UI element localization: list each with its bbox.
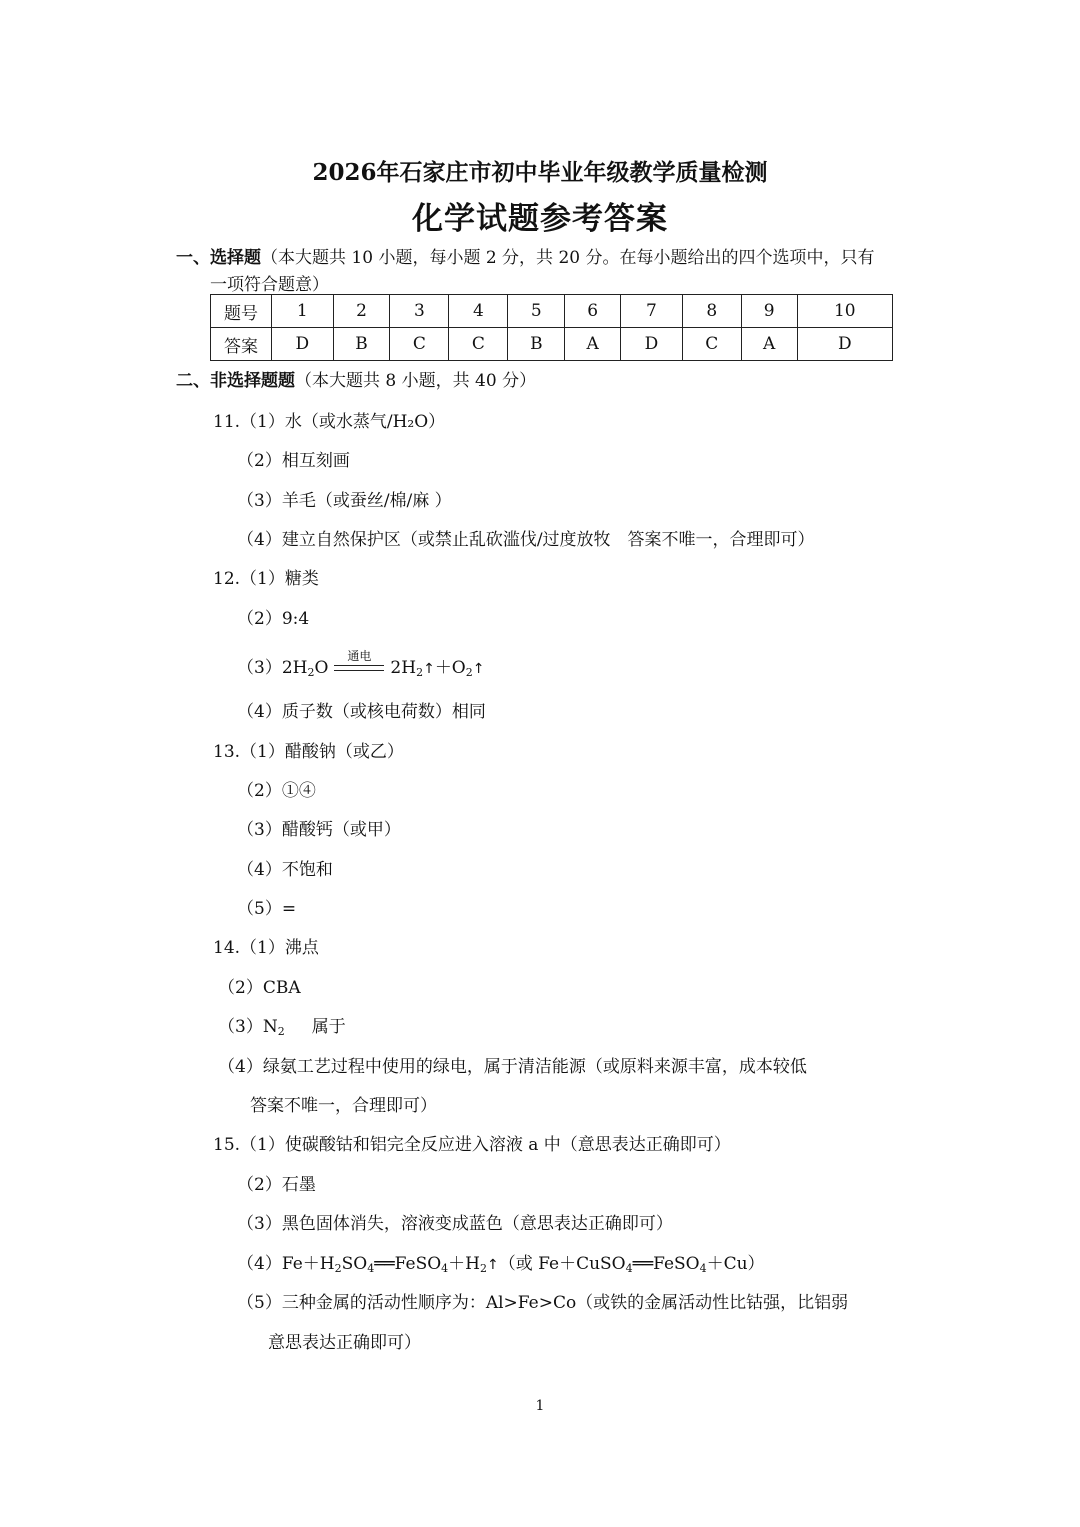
table-cell: 5 [508,295,565,328]
answer-line: 答案不唯一，合理即可） [250,1096,437,1116]
table-cell: 1 [272,295,334,328]
table-row [211,295,893,328]
row-label-number: 题号 [211,295,272,328]
table-cell: D [797,328,892,361]
answer-line: （4）不饱和 [237,860,333,880]
reaction-equation: $(4)Fe+H_2SO_4══FeSO_4+H_2↑$（或 Fe＋CuSO$_4$══FeSO$_4$＋Cu） [237,1254,765,1275]
table-cell: 2 [333,295,390,328]
table-cell: C [390,328,449,361]
table-cell: D [621,328,683,361]
answer-line: （5）= [237,899,297,919]
answer-line: 意思表达正确即可） [268,1333,421,1353]
answer-line: （3）羊毛（或蚕丝/棉/麻 ） [237,491,452,511]
answer-line: （2）①④ [237,781,316,801]
gas-arrow-icon: ↑ [487,1257,499,1273]
answer-line: 12.（1）糖类 [213,569,319,589]
answer-line: （2）石墨 [237,1175,316,1195]
answer-line: （3）醋酸钙（或甲） [237,820,401,840]
exam-title: 2026年石家庄市初中毕业年级教学质量检测 [312,159,768,186]
table-cell: 7 [621,295,683,328]
table-cell: C [682,328,741,361]
table-cell: C [449,328,508,361]
answer-table [210,294,893,361]
answer-line: 11.（1）水（或水蒸气/H₂O） [213,412,446,432]
section2-desc: （本大题共 8 小题，共 40 分） [295,371,537,391]
answer-line: （5）三种金属的活动性顺序为：Al>Fe>Co（或铁的金属活动性比钴强，比铝弱 [237,1293,849,1313]
table-cell: D [272,328,334,361]
answer-line: 14.（1）沸点 [213,938,319,958]
table-cell: 9 [741,295,797,328]
section1-desc: （本大题共 10 小题，每小题 2 分，共 20 分。在每小题给出的四个选项中，只有 [261,248,875,268]
answer-line: （2）9:4 [237,609,310,629]
answer-key-title: 化学试题参考答案 [412,201,668,237]
table-cell: 6 [565,295,621,328]
table-row [211,328,893,361]
table-cell: A [565,328,621,361]
table-cell: B [333,328,390,361]
table-cell: A [741,328,797,361]
equation-prefix: （3） [237,658,282,678]
row-label-answer: 答案 [211,328,272,361]
condition-label: 通电 [347,648,372,663]
answer-line-n2: $(3)N_2$ 属于 [218,1017,346,1038]
answer-line: （3）黑色固体消失，溶液变成蓝色（意思表达正确即可） [237,1214,673,1234]
section2-heading: 二、非选择题题 [176,371,295,391]
table-cell: 4 [449,295,508,328]
answer-line: 15.（1）使碳酸钴和铝完全反应进入溶液 a 中（意思表达正确即可） [213,1135,731,1155]
answer-line: （4）建立自然保护区（或禁止乱砍滥伐/过度放牧 答案不唯一，合理即可） [237,530,815,550]
gas-arrow-icon: ↑ [423,661,435,677]
electrolysis-equation: $(3)2H_2O$ 通电 $2H_2↑+O_2↑$ [237,648,485,679]
page-number: 1 [535,1398,545,1414]
reaction-condition [334,648,384,677]
answer-line: （2）CBA [218,978,301,998]
answer-line: 13.（1）醋酸钠（或乙） [213,742,404,762]
section1-heading: 一、选择题 [176,248,261,268]
table-cell: 8 [682,295,741,328]
gas-arrow-icon: ↑ [472,661,485,677]
section1-header [176,243,875,268]
answer-line: （4）质子数（或核电荷数）相同 [237,702,486,722]
section1-desc-cont: 一项符合题意） [210,275,329,295]
table-cell: 10 [797,295,892,328]
answer-line: （4）绿氨工艺过程中使用的绿电，属于清洁能源（或原料来源丰富，成本较低 [218,1057,807,1077]
table-cell: B [508,328,565,361]
section2-header [176,366,536,391]
answer-line: （2）相互刻画 [237,451,350,471]
table-cell: 3 [390,295,449,328]
